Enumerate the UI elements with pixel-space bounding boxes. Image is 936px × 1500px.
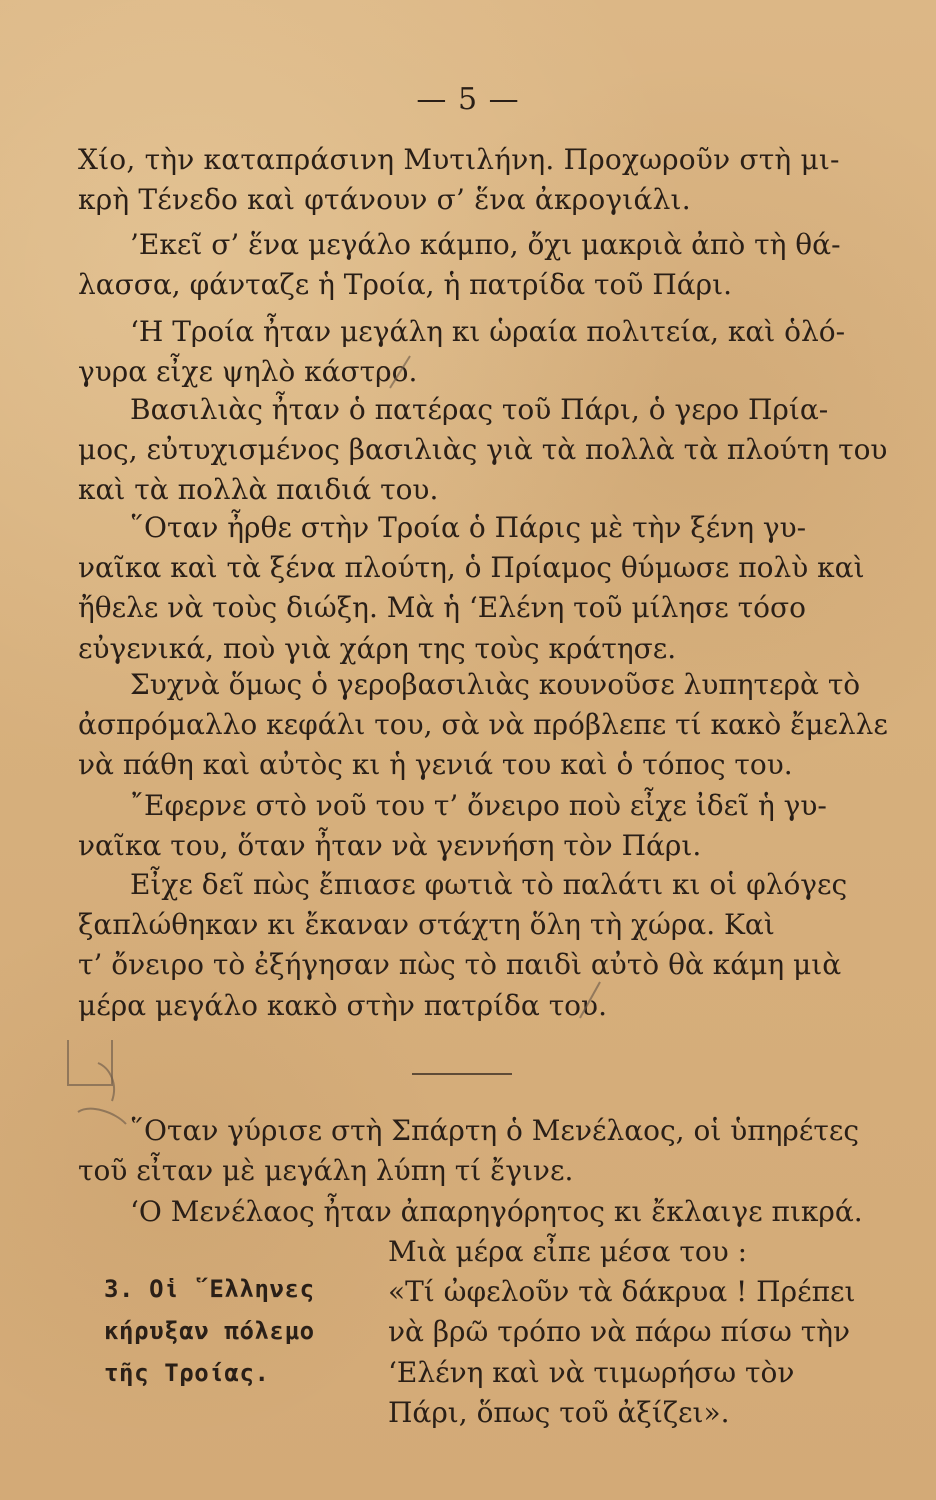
paragraph-6: [78, 665, 888, 786]
paragraph-5-line-1: ῞Οταν ἦρθε στὴν Τροία ὁ Πάρις μὲ τὴν ξένη γυ-: [130, 511, 807, 544]
side-note-line-3: τῆς Τροίας.: [104, 1359, 270, 1387]
paragraph-7-line-2: ναῖκα του, ὅταν ἦταν νὰ γεννήση τὸν Πάρι.: [78, 829, 702, 863]
quote-line-5: Πάρι, ὅπως τοῦ ἀξίζει».: [388, 1395, 730, 1429]
paragraph-8-line-2: ξαπλώθηκαν κι ἔκαναν στάχτη ὅλη τὴ χώρα. Καὶ: [78, 908, 775, 942]
paragraph-8-line-4: μέρα μεγάλο κακὸ στὴν πατρίδα του.: [78, 988, 607, 1022]
paragraph-4-line-1: Βασιλιὰς ἦταν ὁ πατέρας τοῦ Πάρι, ὁ γερο Πρία-: [130, 393, 829, 426]
paragraph-6-line-1: Συχνὰ ὅμως ὁ γεροβασιλιὰς κουνοῦσε λυπητερὰ τὸ: [130, 668, 861, 701]
paragraph-5-line-3: ἤθελε νὰ τοὺς διώξη. Μὰ ἡ ‘Ελένη τοῦ μίλησε τόσο: [78, 591, 806, 625]
paragraph-3-line-2: γυρα εἶχε ψηλὸ κάστρο.: [78, 355, 418, 389]
paragraph-8: [78, 865, 848, 1026]
paragraph-1-line-2: κρὴ Τένεδο καὶ φτάνουν σ’ ἕνα ἀκρογιάλι.: [78, 183, 691, 217]
chapter-side-note: [104, 1268, 364, 1394]
page-number: — 5 —: [416, 82, 520, 117]
paragraph-4-line-2: μος, εὐτυχισμένος βασιλιὰς γιὰ τὰ πολλὰ τὰ πλούτη του: [78, 433, 888, 467]
section-two-paragraph-1: [78, 1111, 860, 1191]
section-two-paragraph-2-line-1: ‘Ο Μενέλαος ἦταν ἀπαρηγόρητος κι ἔκλαιγε πικρά.: [130, 1195, 863, 1228]
paragraph-5: [78, 508, 865, 669]
paragraph-5-line-4: εὐγενικά, ποὺ γιὰ χάρη της τοὺς κράτησε.: [78, 631, 677, 665]
section-two-paragraph-1-line-2: τοῦ εἶταν μὲ μεγάλη λύπη τί ἔγινε.: [78, 1154, 574, 1188]
pencil-check: [78, 1109, 126, 1124]
paragraph-8-line-1: Εἶχε δεῖ πὼς ἔπιασε φωτιὰ τὸ παλάτι κι οἱ φλόγες: [130, 868, 848, 901]
paragraph-3: [78, 312, 846, 392]
pencil-bracket: [68, 1040, 112, 1085]
paragraph-4: [78, 390, 888, 511]
side-note-line-2: κήρυξαν πόλεμο: [104, 1317, 315, 1345]
paragraph-6-line-2: ἀσπρόμαλλο κεφάλι του, σὰ νὰ πρόβλεπε τί κακὸ ἔμελλε: [78, 708, 888, 742]
paragraph-7: [78, 786, 838, 866]
quote-line-4: ‘Ελένη καὶ νὰ τιμωρήσω τὸν: [388, 1355, 795, 1389]
paragraph-3-line-1: ‘Η Τροία ἦταν μεγάλη κι ὡραία πολιτεία, καὶ ὁλό-: [130, 315, 846, 348]
paragraph-4-line-3: καὶ τὰ πολλὰ παιδιά του.: [78, 473, 439, 507]
paragraph-2-line-1: ’Εκεῖ σ’ ἕνα μεγάλο κάμπο, ὄχι μακριὰ ἀπὸ τὴ θά-: [130, 228, 841, 261]
quote-line-2: «Τί ὠφελοῦν τὰ δάκρυα ! Πρέπει: [388, 1275, 856, 1309]
pencil-hook: [98, 1063, 114, 1101]
paragraph-7-line-1: ῎Εφερνε στὸ νοῦ του τ’ ὄνειρο ποὺ εἶχε ἰδεῖ ἡ γυ-: [130, 789, 827, 822]
quote-line-3: νὰ βρῶ τρόπο νὰ πάρω πίσω τὴν: [388, 1315, 851, 1349]
quote-column: [388, 1232, 856, 1433]
paragraph-1-line-1: Χίο, τὴν καταπράσινη Μυτιλήνη. Προχωροῦν στὴ μι-: [78, 143, 840, 176]
paragraph-1: [78, 140, 838, 220]
paragraph-2: [78, 225, 841, 305]
paragraph-8-line-3: τ’ ὄνειρο τὸ ἐξήγησαν πὼς τὸ παιδὶ αὐτὸ θὰ κάμη μιὰ: [78, 948, 842, 982]
section-two-paragraph-1-line-1: ῞Οταν γύρισε στὴ Σπάρτη ὁ Μενέλαος, οἱ ὑπηρέτες: [130, 1114, 860, 1147]
paragraph-2-line-2: λασσα, φάνταζε ἡ Τροία, ἡ πατρίδα τοῦ Πάρι.: [78, 268, 732, 302]
quote-line-1: Μιὰ μέρα εἶπε μέσα του :: [388, 1235, 748, 1268]
section-two-paragraph-2: [130, 1192, 863, 1232]
side-note-line-1: 3. Οἱ ῞Ελληνες: [104, 1275, 315, 1303]
section-divider: [412, 1073, 512, 1075]
paragraph-6-line-3: νὰ πάθη καὶ αὐτὸς κι ἡ γενιά του καὶ ὁ τόπος του.: [78, 748, 793, 782]
paragraph-5-line-2: ναῖκα καὶ τὰ ξένα πλούτη, ὁ Πρίαμος θύμωσε πολὺ καὶ: [78, 551, 865, 585]
